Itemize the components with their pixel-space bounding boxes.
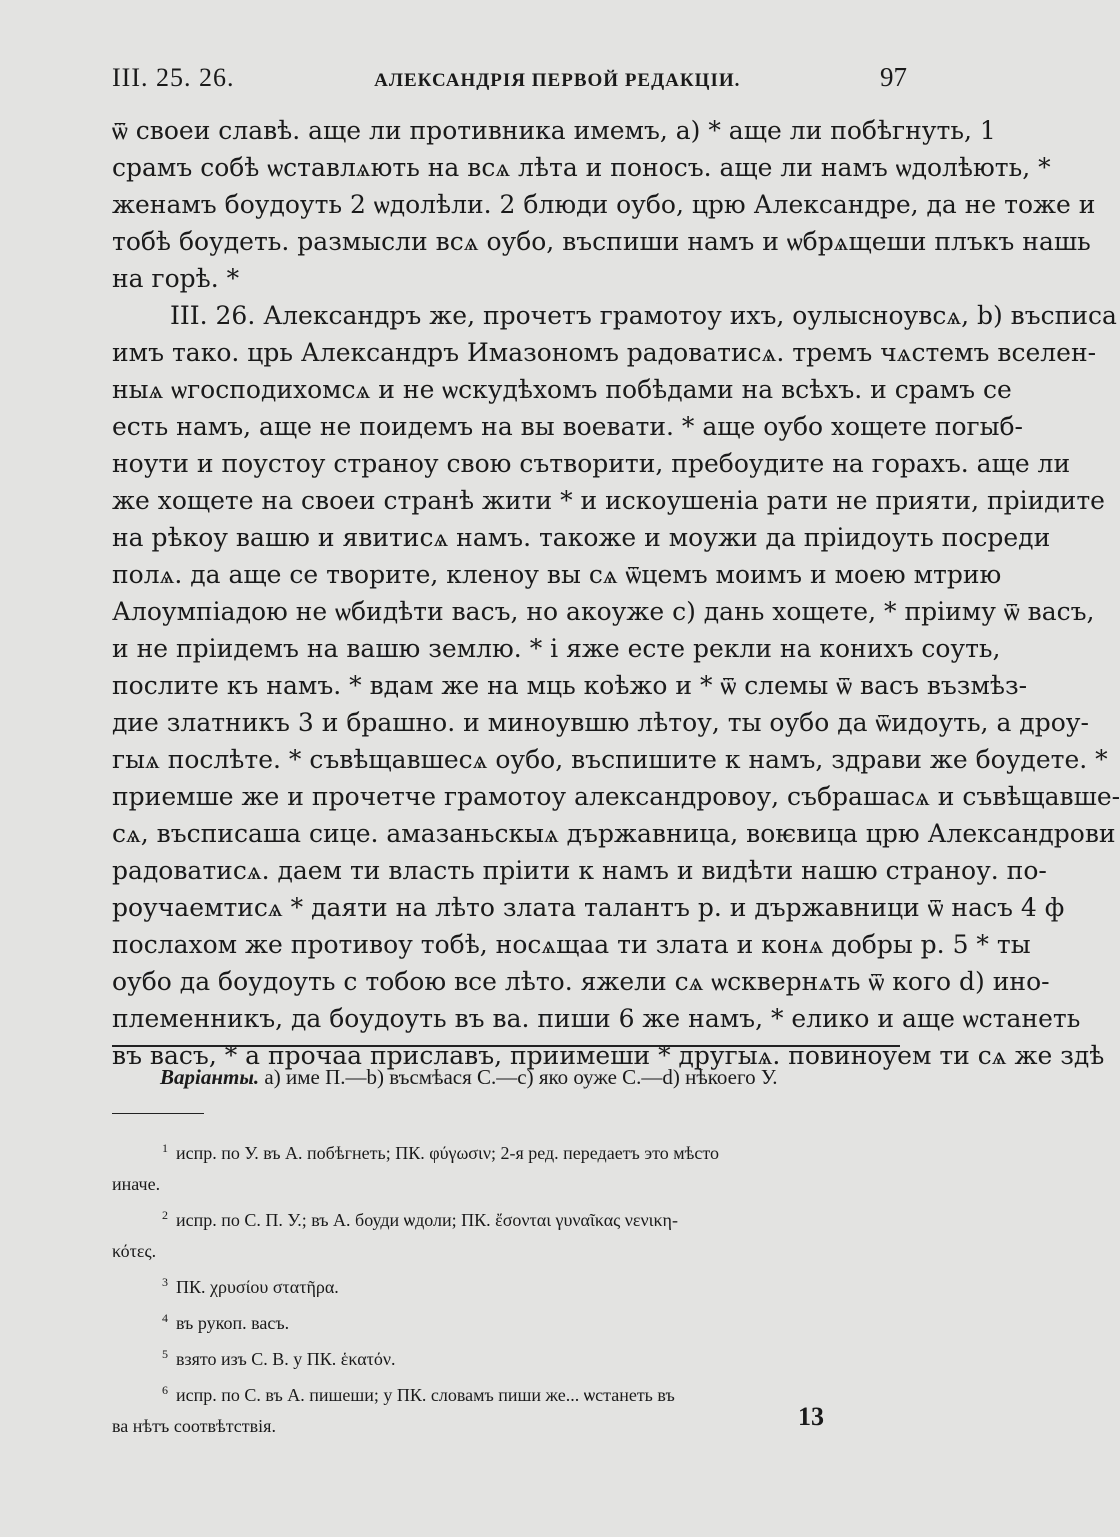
text-line: ѿ своеи славѣ. аще ли противника имемъ, a) * аще ли побѣгнуть, 1 <box>112 116 996 145</box>
variants-label: Варіанты. <box>160 1065 260 1089</box>
footnote-first-line <box>112 1339 900 1375</box>
text-line: на горѣ. * <box>112 264 240 293</box>
footnote-text: испр. по С. въ А. пишеши; у ПК. словамъ пиши же... ѡстанеть въ <box>176 1385 675 1405</box>
text-line: имъ тако. црь Александръ Имазономъ радоватисѧ. тремъ чѧстемъ вселен- <box>112 338 1097 367</box>
footnote-first-line <box>112 1200 900 1236</box>
text-line: тобѣ боудеть. размысли всѧ оубо, въспиши намъ и ѡбрѧщеши плъкъ нашь <box>112 227 1091 256</box>
text-line: оубо да боудоуть с тобою все лѣто. яжели сѧ ѡсквернѧть ѿ кого d) ино- <box>112 967 1050 996</box>
main-text <box>112 112 1120 1074</box>
text-line: женамъ боудоуть 2 ѡдолѣли. 2 блюди оубо, црю Александре, да не тоже и <box>112 190 1096 219</box>
footnote-first-line <box>112 1303 900 1339</box>
text-line: и не пріидемъ на вашю землю. * і яже есте рекли на конихъ соуть, <box>112 634 1001 663</box>
footnote <box>112 1339 900 1375</box>
text-line: срамъ собѣ ѡставлѧють на всѧ лѣта и поносъ. аще ли намъ ѡдолѣють, * <box>112 153 1051 182</box>
text-line: роучаемтисѧ * даяти на лѣто злата талантъ р. и държавници ѿ насъ 4 ф <box>112 893 1065 922</box>
footnote <box>112 1200 900 1267</box>
footnote-continuation: иначе. <box>112 1174 161 1194</box>
footnote-text: взято изъ С. В. у ПК. ἑκατόν. <box>176 1349 396 1369</box>
text-line: въ васъ, * а прочаа приславъ, приимеши * другыѧ. повиноуем ти сѧ же здѣ <box>112 1041 1105 1070</box>
text-line: послите къ намъ. * вдам же на мць коѣжо и * ѿ слемы ѿ васъ възмѣз- <box>112 671 1028 700</box>
footnote-divider <box>112 1113 204 1114</box>
text-line: сѧ, въсписаша сице. амазаньскыѧ държавница, воѥвица црю Александрови <box>112 819 1116 848</box>
variants-text: а) име П.—b) въсмѣася С.—с) яко оуже С.—d) нѣкоего У. <box>264 1065 778 1089</box>
text-line: полѧ. да аще се творите, кленоу вы сѧ ѿцемъ моимъ и моею мтрию <box>112 560 1002 589</box>
footnote-first-line <box>112 1267 900 1303</box>
running-header <box>112 62 907 102</box>
footnote-continuation: κότες. <box>112 1241 157 1261</box>
signature-mark: 13 <box>798 1402 824 1431</box>
text-line: радоватисѧ. даем ти власть пріити к намъ и видѣти нашю страноу. по- <box>112 856 1047 885</box>
text-line: приемше же и прочетче грамотоу александровоу, събрашасѧ и съвѣщавше- <box>112 782 1120 811</box>
running-title: АЛЕКСАНДРІЯ ПЕРВОЙ РЕДАКЦІИ. <box>374 70 741 91</box>
footnote-text: испр. по С. П. У.; въ А. боуди ѡдоли; ПК. ἔσονται γυναῖκας νενικη- <box>176 1210 678 1230</box>
text-line: Алоумпіадою не ѡбидѣти васъ, но акоуже c) дань хощете, * пріиму ѿ васъ, <box>112 597 1095 626</box>
footnote-number: 1 <box>162 1141 168 1155</box>
text-line: ноути и поустоу страноу свою сътворити, пребоудите на горахъ. аще ли <box>112 449 1071 478</box>
variants-line <box>160 1065 905 1090</box>
text-line: же хощете на своеи странѣ жити * и искоушеніа рати не прияти, пріидите <box>112 486 1105 515</box>
footnote-first-line <box>112 1375 900 1411</box>
footnotes <box>112 1133 900 1442</box>
text-line: племенникъ, да боудоуть въ ва. пиши 6 же намъ, * елико и аще ѡстанеть <box>112 1004 1081 1033</box>
footnote-text: испр. по У. въ А. побѣгнеть; ПК. φύγωσιν; 2-я ред. передаетъ это мѣсто <box>176 1143 719 1163</box>
footnote <box>112 1133 900 1200</box>
text-line: гыѧ послѣте. * съвѣщавшесѧ оубо, въспишите к намъ, здрави же боудете. * <box>112 745 1108 774</box>
footnote-first-line <box>112 1133 900 1169</box>
page-number: 97 <box>880 62 907 92</box>
footnote <box>112 1375 900 1442</box>
footnote-number: 3 <box>162 1275 168 1289</box>
footnote-number: 2 <box>162 1208 168 1222</box>
footnote <box>112 1303 900 1339</box>
text-line: ныѧ ѡгосподихомсѧ и не ѡскудѣхомъ побѣдами на всѣхъ. и срамъ се <box>112 375 1012 404</box>
footnote-text: ПК. χρυσίου στατῆρα. <box>176 1277 339 1297</box>
text-line: дие златникъ 3 и брашно. и миноувшю лѣтоу, ты оубо да ѿидоуть, а дроу- <box>112 708 1089 737</box>
footnote-number: 4 <box>162 1311 168 1325</box>
text-divider <box>112 1045 900 1047</box>
text-line: III. 26. Александръ же, прочетъ грамотоу ихъ, оулысноувсѧ, b) въсписа <box>170 301 1117 330</box>
footnote-continuation: ва нѣтъ соотвѣтствія. <box>112 1416 276 1436</box>
text-line: есть намъ, аще не поидемъ на вы воевати. * аще оубо хощете погыб- <box>112 412 1023 441</box>
text-line: на рѣкоу вашю и явитисѧ намъ. такоже и моужи да пріидоуть посреди <box>112 523 1051 552</box>
footnote-number: 5 <box>162 1347 168 1361</box>
text-line: послахом же противоу тобѣ, носѧщаа ти злата и конѧ добры р. 5 * ты <box>112 930 1031 959</box>
section-reference: III. 25. 26. <box>112 63 235 92</box>
footnote-number: 6 <box>162 1383 168 1397</box>
footnote-text: въ рукоп. васъ. <box>176 1313 290 1333</box>
footnote <box>112 1267 900 1303</box>
